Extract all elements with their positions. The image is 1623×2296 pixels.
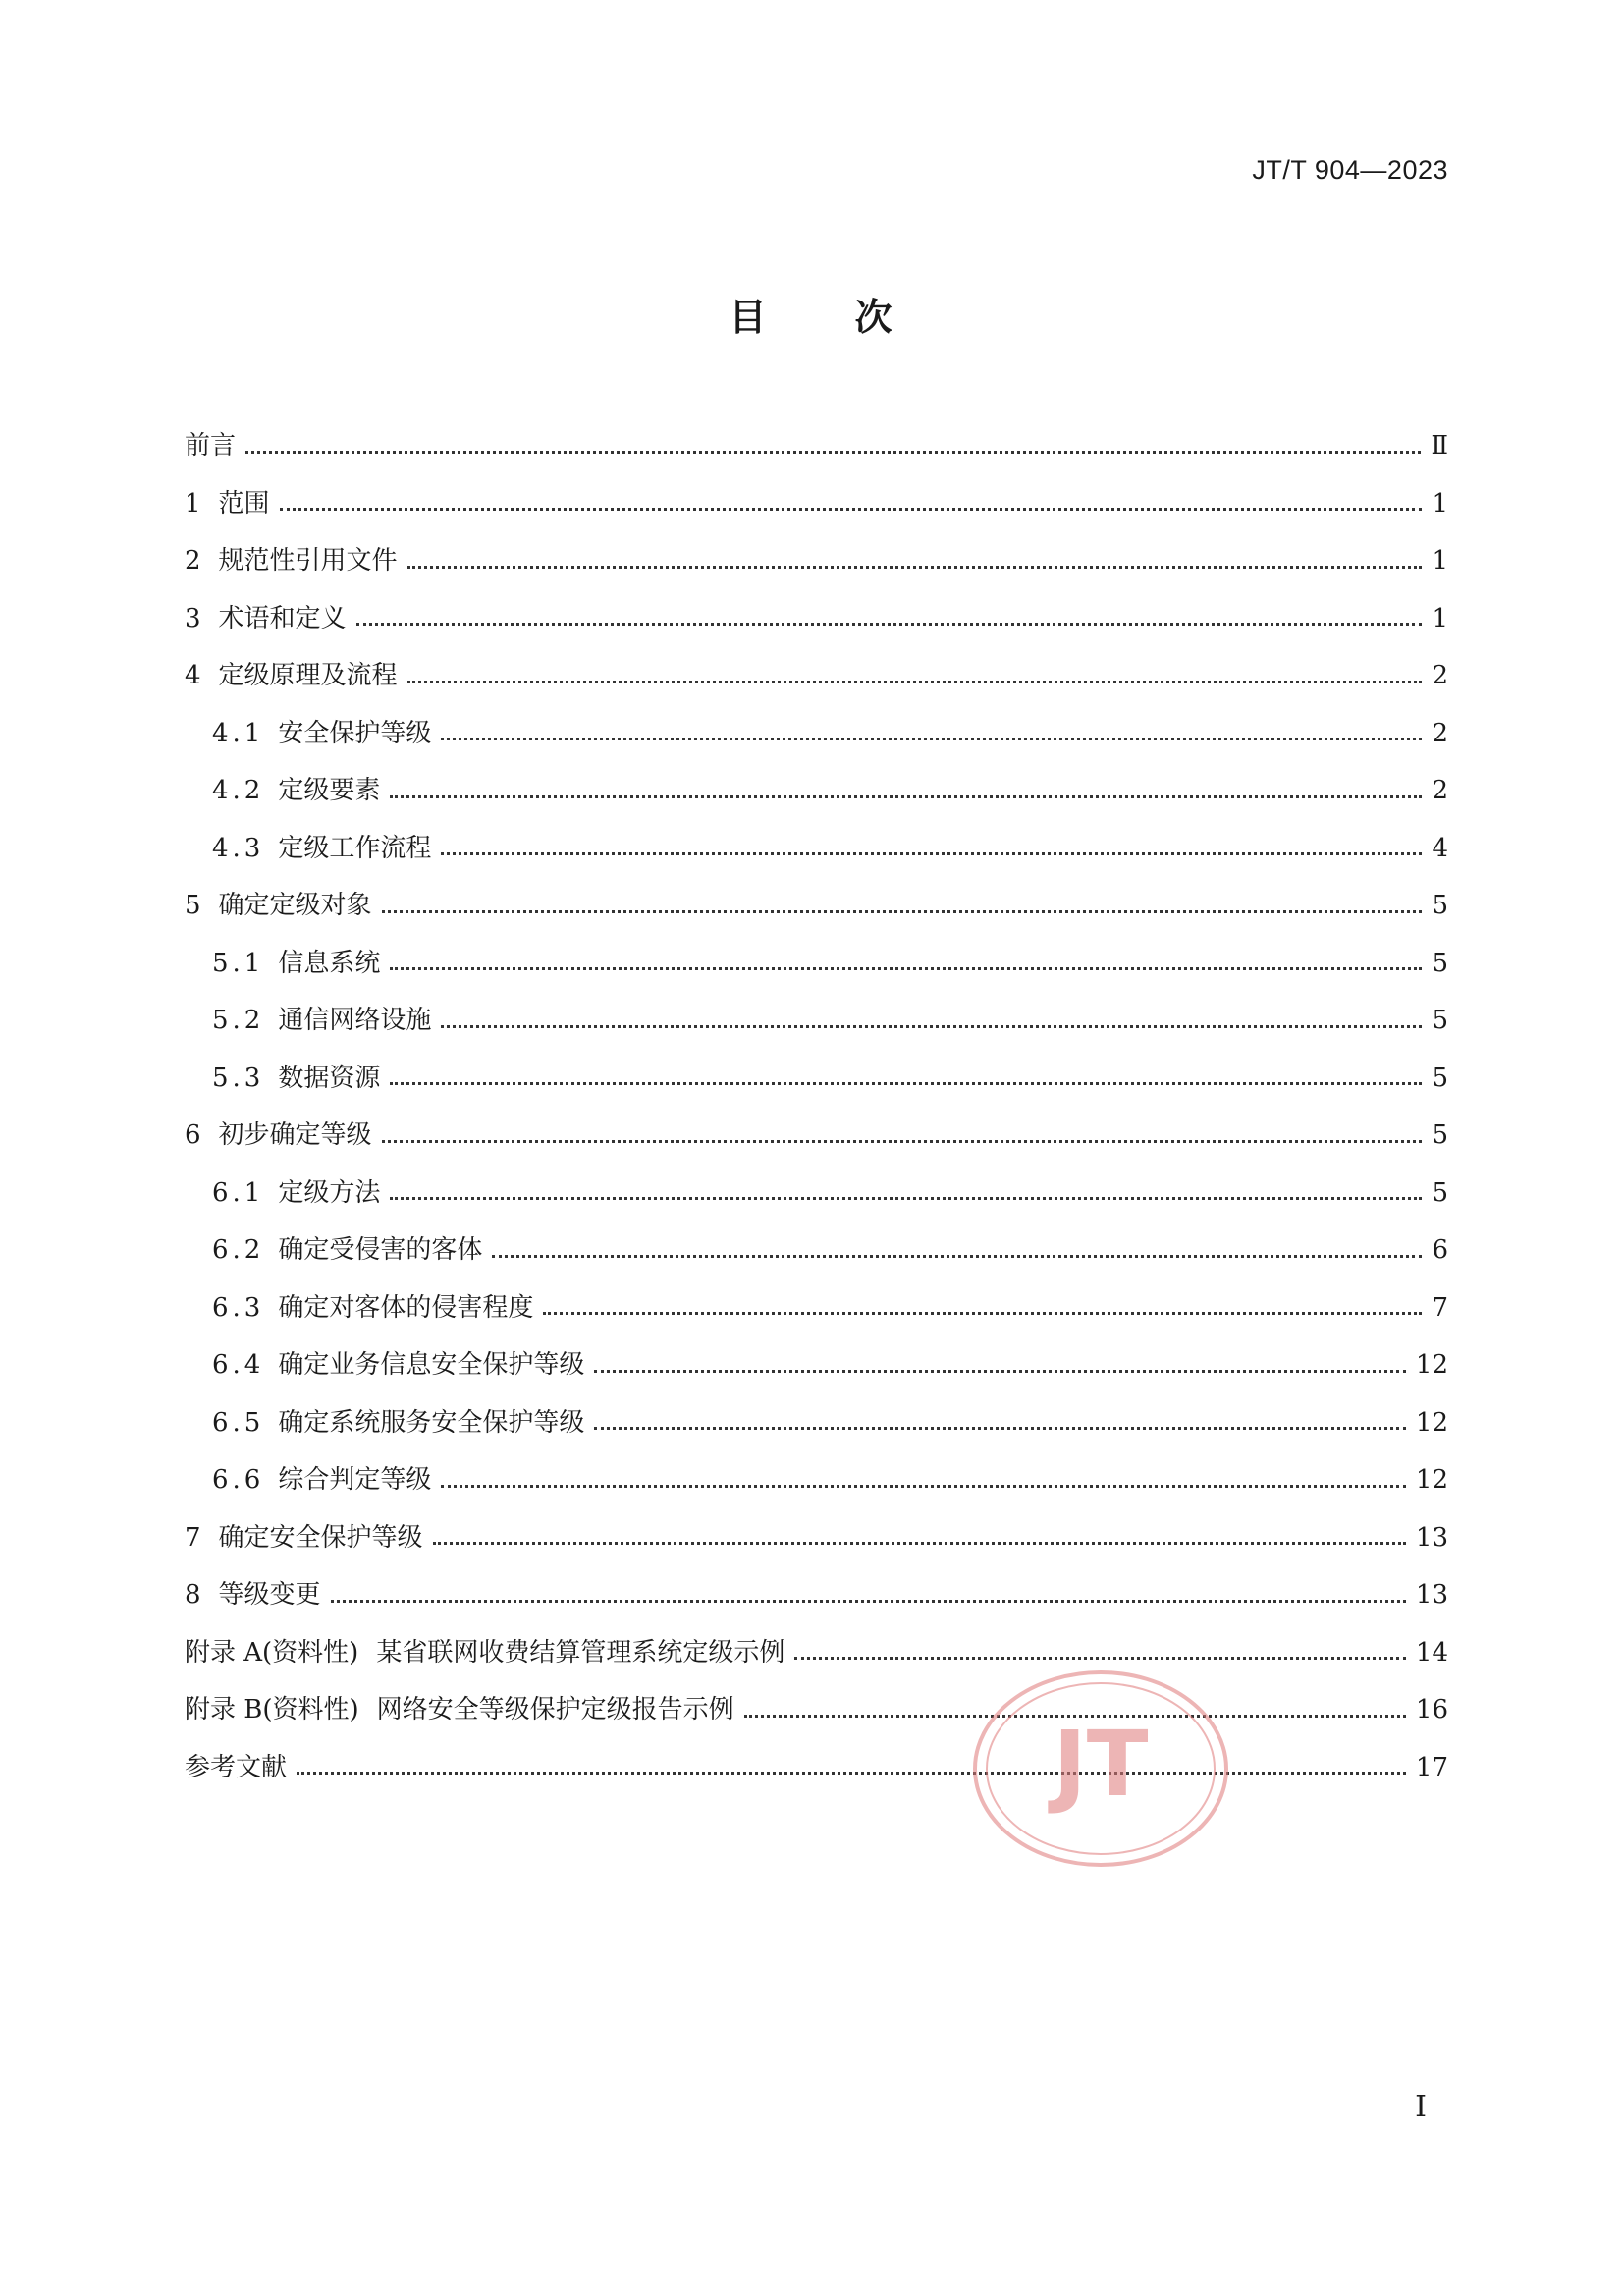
toc-leader-dots	[441, 738, 1422, 740]
toc-entry-label: 等级变更	[218, 1580, 321, 1611]
toc-leader-dots	[543, 1312, 1422, 1315]
jt-seal-watermark	[968, 1666, 1233, 1872]
toc-leader-dots	[382, 910, 1423, 913]
toc-entry-number: 附录 A(资料性)	[185, 1637, 359, 1667]
toc-entry[interactable]	[185, 1107, 1448, 1165]
toc-entry-number: 4.1	[212, 718, 265, 748]
toc-leader-dots	[356, 623, 1423, 626]
toc-entry-page: 12	[1415, 1465, 1448, 1496]
toc-entry-page: 1	[1432, 546, 1448, 576]
toc-entry[interactable]	[185, 1681, 1448, 1739]
toc-entry-page: 6	[1432, 1235, 1448, 1266]
toc-entry-label: 参考文献	[185, 1752, 288, 1782]
toc-entry[interactable]	[185, 647, 1448, 705]
toc-entry[interactable]	[185, 1050, 1448, 1108]
toc-entry[interactable]	[185, 1222, 1448, 1280]
toc-entry[interactable]	[185, 935, 1448, 993]
toc-entry[interactable]	[185, 1337, 1448, 1394]
toc-entry-number: 1	[185, 488, 201, 519]
toc-entry-number: 6.2	[212, 1235, 265, 1266]
toc-leader-dots	[407, 681, 1423, 683]
seal-lettering: JT	[1053, 1712, 1149, 1817]
toc-entry-page: 12	[1415, 1350, 1448, 1381]
title-part-1: 目	[729, 296, 769, 339]
toc-entry-number: 7	[185, 1522, 201, 1553]
toc-leader-dots	[433, 1542, 1406, 1545]
toc-entry-page: 5	[1432, 1063, 1448, 1093]
toc-entry-number: 6.1	[212, 1177, 265, 1208]
toc-entry-number: 2	[185, 546, 201, 576]
toc-entry-number: 5	[185, 891, 201, 921]
toc-entry-number: 4	[185, 661, 201, 691]
toc-entry-label: 数据资源	[278, 1063, 381, 1093]
toc-entry-page: Ⅱ	[1431, 431, 1448, 462]
toc-entry-page: 4	[1432, 833, 1448, 863]
toc-entry-label: 范围	[218, 488, 270, 519]
toc-leader-dots	[390, 967, 1422, 970]
table-of-contents	[185, 417, 1448, 1796]
toc-entry-label: 确定系统服务安全保护等级	[278, 1407, 585, 1438]
toc-entry-page: 1	[1432, 488, 1448, 519]
toc-entry-number: 5.3	[212, 1063, 265, 1093]
toc-entry-label: 规范性引用文件	[218, 546, 398, 576]
toc-leader-dots	[794, 1657, 1406, 1660]
toc-leader-dots	[245, 451, 1421, 454]
toc-entry-number: 4.3	[212, 833, 265, 863]
toc-leader-dots	[594, 1370, 1406, 1373]
toc-entry[interactable]	[185, 1624, 1448, 1682]
toc-entry[interactable]	[185, 1165, 1448, 1223]
toc-entry-page: 16	[1415, 1695, 1448, 1725]
toc-entry-page: 12	[1415, 1407, 1448, 1438]
toc-leader-dots	[441, 1025, 1422, 1028]
toc-entry-number: 6.3	[212, 1292, 265, 1323]
toc-entry-page: 7	[1432, 1292, 1448, 1323]
toc-leader-dots	[297, 1772, 1406, 1775]
toc-entry-label: 术语和定义	[218, 603, 347, 633]
toc-entry-number: 6.5	[212, 1407, 265, 1438]
toc-entry-label: 信息系统	[278, 948, 381, 978]
toc-leader-dots	[441, 852, 1422, 855]
toc-entry[interactable]	[185, 1509, 1448, 1567]
toc-entry[interactable]	[185, 877, 1448, 935]
toc-entry-label: 通信网络设施	[278, 1006, 432, 1036]
toc-entry-page: 5	[1432, 891, 1448, 921]
toc-leader-dots	[441, 1485, 1406, 1488]
toc-leader-dots	[492, 1255, 1422, 1258]
title-part-2: 次	[854, 296, 894, 339]
toc-leader-dots	[331, 1600, 1406, 1603]
toc-entry-page: 5	[1432, 1121, 1448, 1151]
toc-entry-label: 某省联网收费结算管理系统定级示例	[376, 1637, 785, 1667]
toc-entry-label: 确定业务信息安全保护等级	[278, 1350, 585, 1381]
toc-entry-page: 1	[1432, 603, 1448, 633]
toc-leader-dots	[382, 1140, 1423, 1143]
toc-leader-dots	[390, 1197, 1422, 1200]
standard-code: JT/T 904—2023	[1252, 155, 1448, 185]
toc-entry-label: 前言	[185, 431, 237, 462]
toc-entry-page: 13	[1415, 1580, 1448, 1611]
toc-entry-number: 6.6	[212, 1465, 265, 1496]
toc-entry[interactable]	[185, 532, 1448, 590]
page-title	[0, 287, 1623, 341]
page-number: Ⅰ	[1415, 2090, 1427, 2124]
toc-leader-dots	[407, 566, 1423, 569]
toc-entry[interactable]	[185, 820, 1448, 878]
toc-entry-label: 定级要素	[278, 776, 381, 806]
toc-entry-label: 定级原理及流程	[218, 661, 398, 691]
toc-entry-number: 附录 B(资料性)	[185, 1695, 359, 1725]
toc-entry[interactable]	[185, 417, 1448, 475]
toc-entry-page: 5	[1432, 1006, 1448, 1036]
toc-leader-dots	[594, 1427, 1406, 1430]
toc-entry-number: 6	[185, 1121, 201, 1151]
toc-entry[interactable]	[185, 1739, 1448, 1797]
toc-entry-number: 6.4	[212, 1350, 265, 1381]
toc-entry-page: 2	[1432, 718, 1448, 748]
toc-entry-label: 安全保护等级	[278, 718, 432, 748]
toc-entry-label: 确定受侵害的客体	[278, 1235, 483, 1266]
toc-entry[interactable]	[185, 475, 1448, 533]
toc-entry-number: 3	[185, 603, 201, 633]
toc-entry[interactable]	[185, 590, 1448, 648]
toc-entry-label: 定级工作流程	[278, 833, 432, 863]
toc-entry-page: 2	[1432, 776, 1448, 806]
toc-entry-page: 5	[1432, 1177, 1448, 1208]
toc-leader-dots	[390, 795, 1422, 798]
toc-entry-label: 确定对客体的侵害程度	[278, 1292, 534, 1323]
toc-entry[interactable]	[185, 992, 1448, 1050]
toc-leader-dots	[390, 1082, 1422, 1085]
toc-entry-label: 定级方法	[278, 1177, 381, 1208]
toc-entry-number: 8	[185, 1580, 201, 1611]
toc-leader-dots	[280, 508, 1423, 511]
toc-entry-page: 14	[1415, 1637, 1448, 1667]
toc-entry[interactable]	[185, 762, 1448, 820]
toc-entry-number: 4.2	[212, 776, 265, 806]
toc-entry-number: 5.1	[212, 948, 265, 978]
toc-entry[interactable]	[185, 1280, 1448, 1338]
toc-entry[interactable]	[185, 705, 1448, 763]
toc-entry-label: 确定定级对象	[218, 891, 372, 921]
toc-entry[interactable]	[185, 1451, 1448, 1509]
toc-entry-page: 5	[1432, 948, 1448, 978]
toc-entry-page: 17	[1415, 1752, 1448, 1782]
toc-entry[interactable]	[185, 1566, 1448, 1624]
toc-entry-page: 2	[1432, 661, 1448, 691]
toc-entry-label: 确定安全保护等级	[218, 1522, 423, 1553]
toc-entry-label: 网络安全等级保护定级报告示例	[376, 1695, 734, 1725]
toc-entry-number: 5.2	[212, 1006, 265, 1036]
toc-entry-page: 13	[1415, 1522, 1448, 1553]
toc-entry[interactable]	[185, 1394, 1448, 1452]
toc-entry-label: 初步确定等级	[218, 1121, 372, 1151]
toc-entry-label: 综合判定等级	[278, 1465, 432, 1496]
